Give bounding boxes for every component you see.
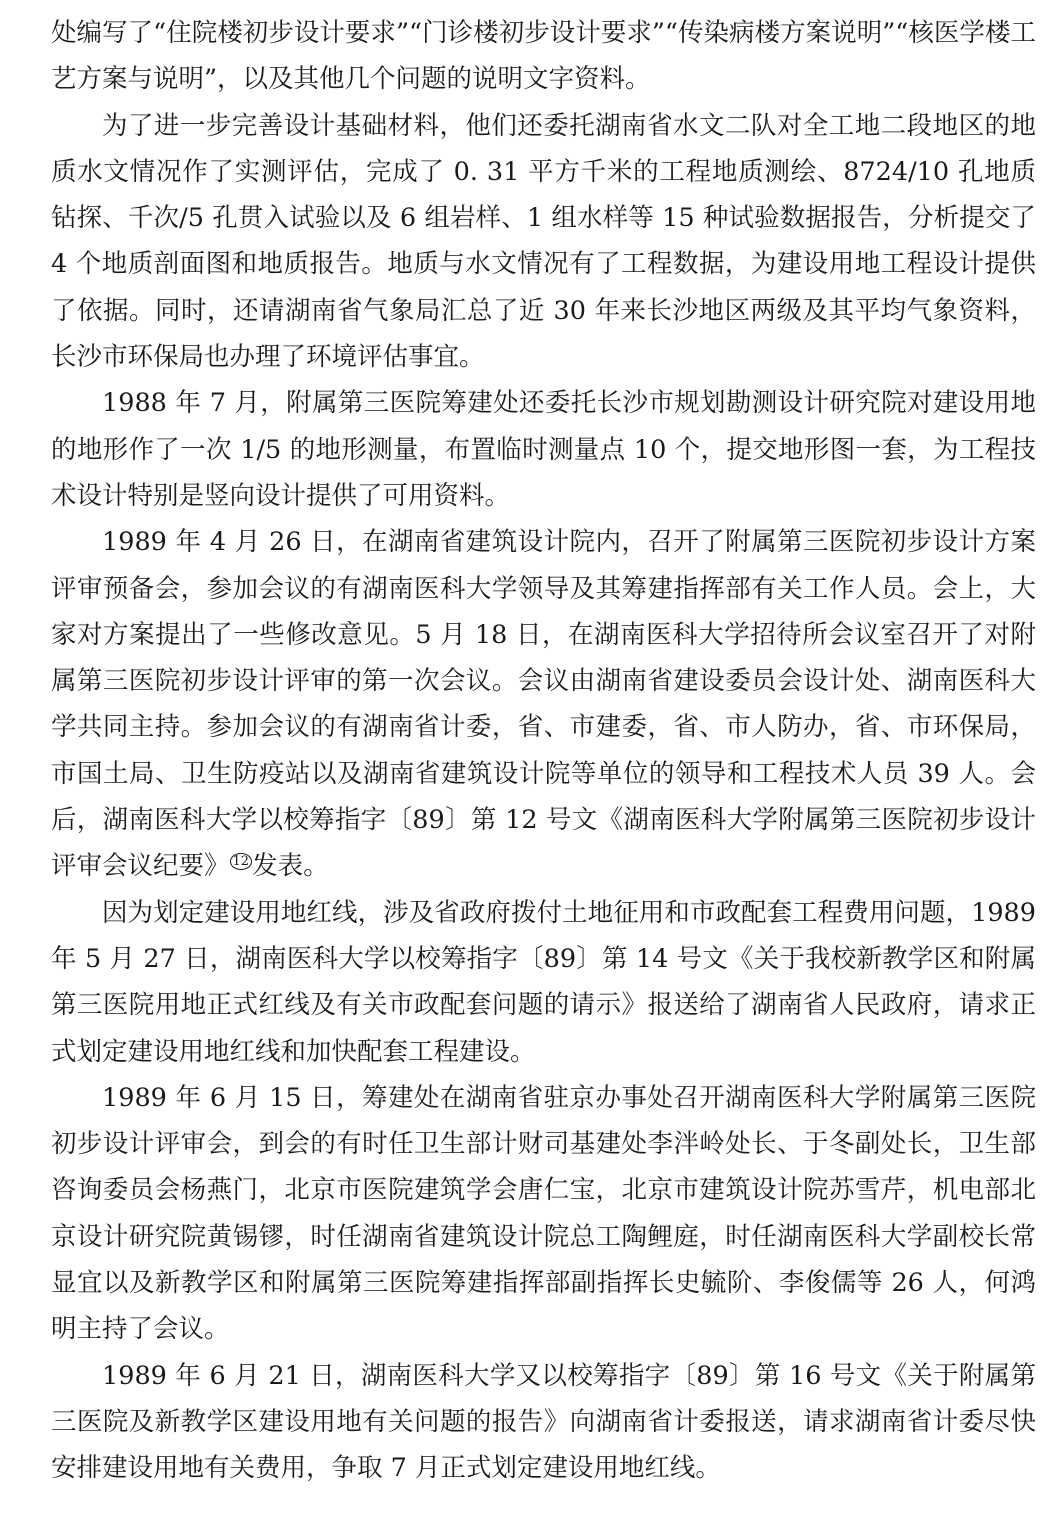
paragraph-3: 1988 年 7 月，附属第三医院筹建处还委托长沙市规划勘测设计研究院对建设用地的地形作了一次 1/5 的地形测量，布置临时测量点 10 个，提交地形图一套，为工程技术设计特别是竖向设计提供了可用资料。 xyxy=(51,388,1036,511)
paragraph-7: 1989 年 6 月 21 日，湖南医科大学又以校筹指字〔89〕第 16 号文《关于附属第三医院及新教学区建设用地有关问题的报告》向湖南省计委报送，请求湖南省计委尽快安排建设用地有关费用，争取 7 月正式划定建设用地红线。 xyxy=(51,1360,1036,1484)
paragraph-2: 为了进一步完善设计基础材料，他们还委托湖南省水文二队对全工地二段地区的地质水文情况作了实测评估，完成了 0. 31 平方千米的工程地质测绘、8724/10 孔地质钻探、千次/5 孔贯入试验以及 6 组岩样、1 组水样等 15 种试验数据报告，分析提交了 4 个地质剖面图和地质报告。地质与水文情况有了工程数据，为建设用地工程设计提供了依据。同时，还请湖南省气象局汇总了近 30 年来长沙地区两级及其平均气象资料，长沙市环保局也办理了环境评估事宜。 xyxy=(51,110,1036,373)
paragraph-4-text: 1989 年 4 月 26 日，在湖南省建筑设计院内，召开了附属第三医院初步设计方案评审预备会，参加会议的有湖南医科大学领导及其筹建指挥部有关工作人员。会上，大家对方案提出了一些修改意见。5 月 18 日，在湖南医科大学招待所会议室召开了对附属第三医院初步设计评审的第一次会议。会议由湖南省建设委员会设计处、湖南医科大学共同主持。参加会议的有湖南省计委，省、市建委，省、市人防办，省、市环保局，市国土局、卫生防疫站以及湖南省建筑设计院等单位的领导和工程技术人员 39 人。会后，湖南医科大学以校筹指字〔89〕第 12 号文《湖南医科大学附属第三医院初步设计评审会议纪要》 xyxy=(51,527,1036,882)
footnote-ref-12: 12 xyxy=(230,853,253,870)
document-page xyxy=(51,10,1036,1492)
paragraph-5: 因为划定建设用地红线，涉及省政府拨付土地征用和市政配套工程费用问题，1989 年 5 月 27 日，湖南医科大学以校筹指字〔89〕第 14 号文《关于我校新教学区和附属第三医院用地正式红线及有关市政配套问题的请示》报送给了湖南省人民政府，请求正式划定建设用地红线和加快配套工程建设。 xyxy=(51,897,1036,1067)
paragraph-6: 1989 年 6 月 15 日，筹建处在湖南省驻京办事处召开湖南医科大学附属第三医院初步设计评审会，到会的有时任卫生部计财司基建处李泮岭处长、于冬副处长，卫生部咨询委员会杨燕门，北京市医院建筑学会唐仁宝，北京市建筑设计院苏雪芹，机电部北京设计研究院黄锡镠，时任湖南省建筑设计院总工陶鲤庭，时任湖南医科大学副校长常显宜以及新教学区和附属第三医院筹建指挥部副指挥长史毓阶、李俊儒等 26 人，何鸿明主持了会议。 xyxy=(51,1082,1036,1345)
paragraph-1: 处编写了“住院楼初步设计要求”“门诊楼初步设计要求”“传染病楼方案说明”“核医学楼工艺方案与说明”，以及其他几个问题的说明文字资料。 xyxy=(51,18,1036,95)
paragraph-4-tail: 发表。 xyxy=(252,851,329,882)
paragraph-4 xyxy=(51,519,1036,889)
